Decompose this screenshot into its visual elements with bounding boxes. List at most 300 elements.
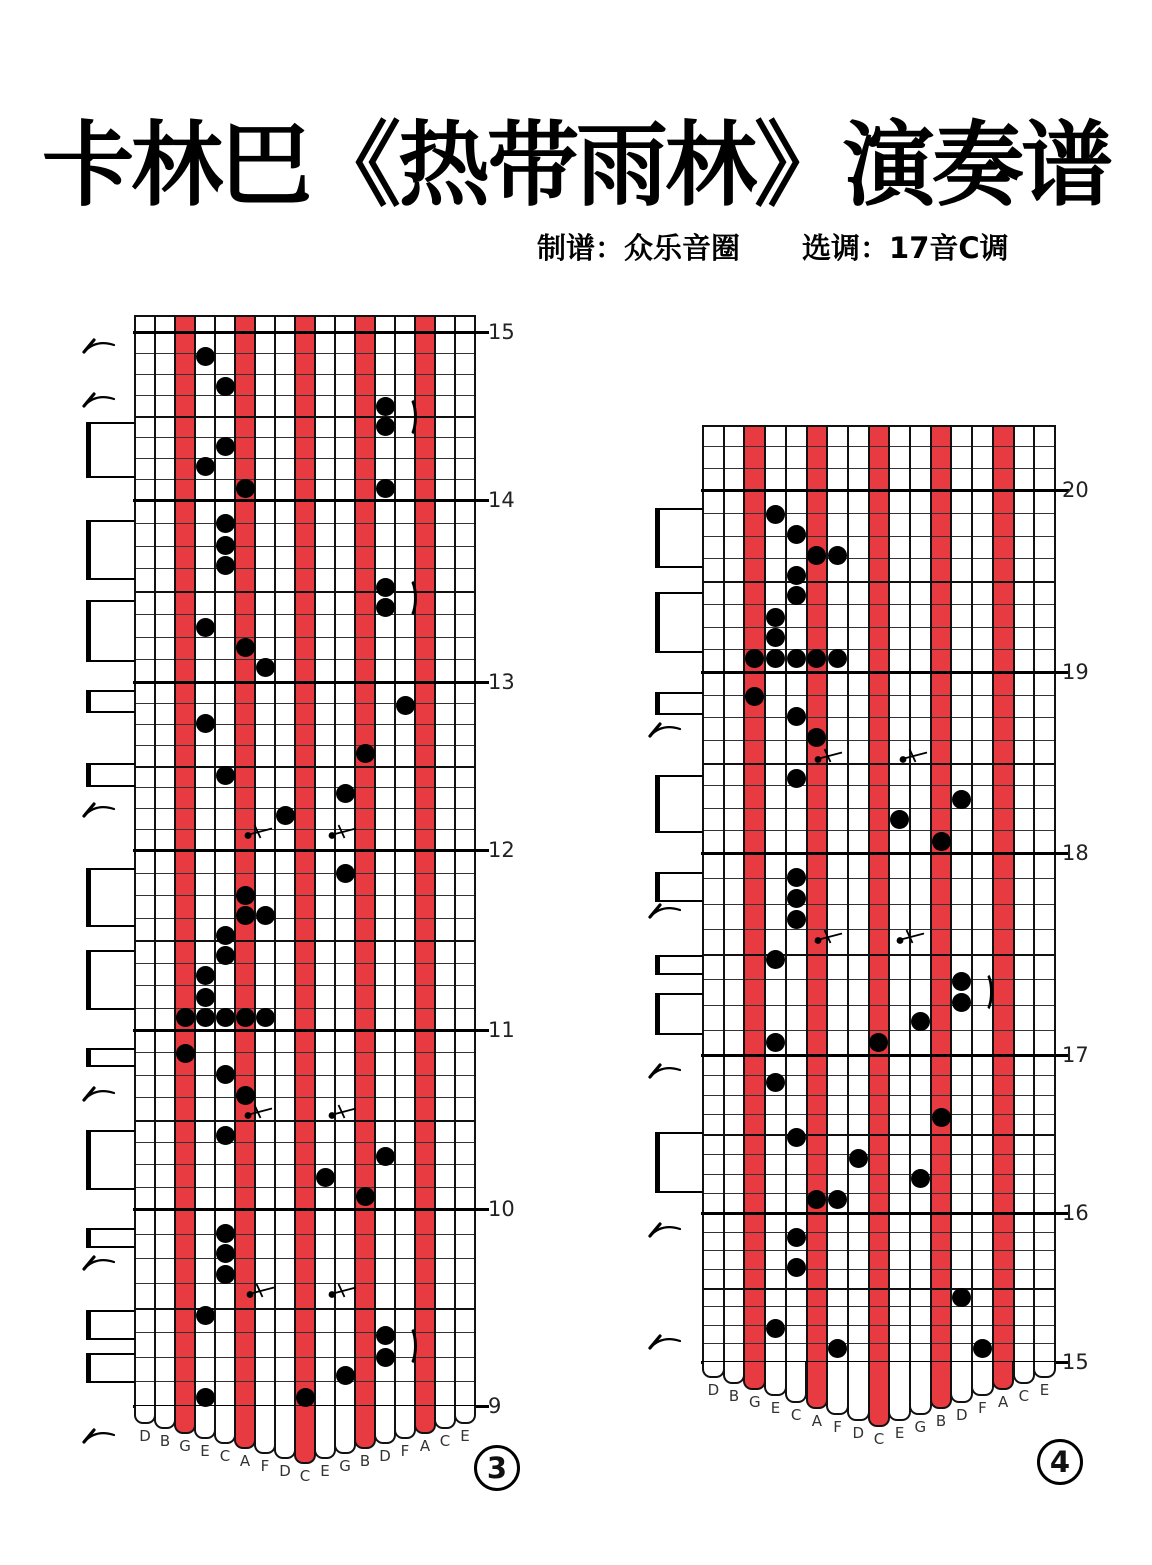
tine-label: F	[400, 1442, 410, 1460]
subdivision-line	[703, 1154, 1055, 1155]
beam-stem	[86, 1246, 135, 1248]
beam-stem	[86, 1065, 135, 1067]
tine-label: G	[339, 1457, 351, 1475]
note-dot	[196, 347, 215, 366]
note-dot	[807, 1190, 826, 1209]
subdivision-line	[135, 1332, 475, 1333]
tie-mark	[400, 577, 417, 619]
tine-bar	[134, 1406, 156, 1424]
tine-label: B	[935, 1412, 947, 1430]
beam-stem	[655, 566, 703, 568]
tine-label: E	[320, 1462, 330, 1480]
measure-line	[133, 849, 489, 852]
measure-line	[133, 331, 489, 334]
tine-bar	[971, 1362, 994, 1396]
subdivision-line	[703, 954, 1055, 956]
measure-line	[133, 499, 489, 502]
subdivision-line	[135, 479, 475, 480]
subdivision-line	[703, 1193, 1055, 1194]
tine-label: F	[978, 1399, 987, 1417]
subdivision-line	[703, 740, 1055, 741]
beam-stem	[655, 831, 703, 833]
beam-stem	[86, 660, 135, 662]
grid-vertical-line	[971, 425, 973, 1362]
measure-number: 16	[1062, 1201, 1089, 1225]
measure-line	[133, 681, 489, 684]
subdivision-line	[135, 940, 475, 942]
subdivision-line	[135, 659, 475, 660]
red-column	[869, 425, 890, 1362]
note-dot	[787, 868, 806, 887]
note-dot	[216, 1126, 235, 1145]
tine-label: C	[299, 1467, 311, 1485]
tine-bar	[868, 1362, 891, 1427]
tine-bar	[702, 1362, 725, 1378]
measure-line	[701, 671, 1069, 674]
note-dot	[766, 649, 785, 668]
tine-label: E	[1039, 1381, 1050, 1399]
grid-vertical-line	[1054, 425, 1056, 1362]
note-dot	[336, 864, 355, 883]
tine-bar	[454, 1406, 476, 1424]
beam-stem	[86, 600, 135, 602]
grid-vertical-line	[868, 425, 870, 1362]
beam-stem	[655, 1033, 703, 1035]
note-dot	[911, 1012, 930, 1031]
tine-label: B	[359, 1452, 371, 1470]
note-dot	[216, 514, 235, 533]
measure-number: 19	[1062, 660, 1089, 684]
subdivision-line	[703, 581, 1055, 583]
note-dot	[196, 966, 215, 985]
note-dot	[296, 1388, 315, 1407]
tine-bar	[434, 1406, 456, 1429]
note-dot	[216, 946, 235, 965]
rhythm-flag-icon	[646, 1061, 682, 1081]
grid-vertical-line	[454, 315, 456, 1406]
subdivision-line	[703, 1232, 1055, 1233]
subdivision-line	[703, 1325, 1055, 1326]
note-dot	[256, 658, 275, 677]
note-dot	[766, 1073, 785, 1092]
beam-stem	[86, 1353, 135, 1355]
rhythm-beam	[655, 592, 660, 653]
beam-stem	[86, 1310, 135, 1312]
note-dot	[787, 649, 806, 668]
beam-stem	[655, 592, 703, 594]
beam-stem	[86, 476, 135, 478]
subdivision-line	[135, 591, 475, 593]
rhythm-beam	[655, 993, 660, 1035]
rhythm-beam	[86, 1353, 91, 1383]
note-dot	[869, 1033, 888, 1052]
grid-vertical-line	[434, 315, 436, 1406]
tine-bar	[950, 1362, 973, 1403]
subdivision-line	[135, 1381, 475, 1382]
beam-stem	[655, 872, 703, 874]
note-dot	[236, 479, 255, 498]
grid-vertical-line	[826, 425, 828, 1362]
tine-label: A	[239, 1452, 251, 1470]
subdivision-line	[703, 830, 1055, 831]
tine-bar	[274, 1406, 296, 1459]
tine-label: C	[1018, 1387, 1030, 1405]
note-dot	[256, 906, 275, 925]
subdivision-line	[135, 808, 475, 809]
beam-stem	[86, 950, 135, 952]
subdivision-line	[703, 446, 1055, 447]
note-dot	[216, 766, 235, 785]
tine-bar	[214, 1406, 236, 1444]
grid-vertical-line	[764, 425, 766, 1362]
beam-stem	[86, 785, 135, 787]
measure-number: 13	[488, 670, 515, 694]
subdivision-line	[135, 353, 475, 354]
beam-stem	[86, 1381, 135, 1383]
note-dot	[932, 1108, 951, 1127]
subdivision-line	[135, 873, 475, 874]
tine-label: F	[260, 1457, 270, 1475]
grid-vertical-line	[785, 425, 787, 1362]
subdivision-line	[703, 929, 1055, 930]
tine-label: G	[748, 1393, 761, 1411]
note-dot	[745, 687, 764, 706]
note-dot	[196, 714, 215, 733]
beam-stem	[86, 578, 135, 580]
tine-label: C	[439, 1432, 451, 1450]
rhythm-beam	[86, 1130, 91, 1190]
rhythm-beam	[86, 520, 91, 580]
note-dot	[356, 1187, 375, 1206]
tine-bar	[930, 1362, 953, 1409]
rhythm-beam	[655, 692, 660, 715]
credit-maker: 制谱：众乐音圈	[537, 231, 741, 265]
subdivision-line	[135, 614, 475, 615]
subdivision-line	[703, 1134, 1055, 1136]
note-dot	[849, 1149, 868, 1168]
note-dot	[236, 1086, 255, 1105]
note-dot	[890, 810, 909, 829]
subdivision-line	[135, 918, 475, 919]
tine-bar	[909, 1362, 932, 1415]
subdivision-line	[135, 1283, 475, 1284]
grid-vertical-line	[474, 315, 476, 1406]
rhythm-beam	[655, 1132, 660, 1193]
note-dot	[216, 1008, 235, 1027]
note-dot	[216, 926, 235, 945]
rhythm-beam	[655, 508, 660, 568]
subdivision-line	[135, 458, 475, 459]
tine-label: E	[894, 1424, 905, 1442]
note-dot	[973, 1339, 992, 1358]
tine-label: D	[379, 1447, 391, 1465]
rhythm-beam	[86, 690, 91, 713]
note-dot	[787, 889, 806, 908]
subdivision-line	[703, 1343, 1055, 1344]
note-dot	[236, 638, 255, 657]
tine-bar	[334, 1406, 356, 1454]
subdivision-line	[703, 979, 1055, 980]
red-column	[807, 425, 828, 1362]
note-dot	[787, 707, 806, 726]
page-number-badge-4: 4	[1037, 1439, 1083, 1485]
rhythm-flag-icon	[80, 800, 116, 820]
note-dot	[356, 744, 375, 763]
beam-stem	[86, 1048, 135, 1050]
rhythm-flag-icon	[646, 1220, 682, 1240]
tie-mark	[976, 971, 993, 1013]
rhythm-flag-icon	[80, 1253, 116, 1273]
note-dot	[766, 1033, 785, 1052]
note-dot	[828, 546, 847, 565]
beam-stem	[655, 1132, 703, 1134]
beam-stem	[86, 1338, 135, 1340]
tine-bar	[826, 1362, 849, 1415]
measure-number: 18	[1062, 841, 1089, 865]
beam-stem	[655, 973, 703, 975]
note-dot	[952, 972, 971, 991]
tine-bar	[992, 1362, 1015, 1390]
beam-stem	[86, 690, 135, 692]
tine-bar	[1033, 1362, 1056, 1378]
tine-label: E	[770, 1399, 781, 1417]
subdivision-line	[135, 637, 475, 638]
grace-note-icon	[327, 824, 359, 841]
subdivision-line	[703, 468, 1055, 469]
grid-vertical-line	[1013, 425, 1015, 1362]
grid-vertical-line	[234, 315, 236, 1406]
grid-vertical-line	[214, 315, 216, 1406]
note-dot	[828, 649, 847, 668]
tine-bar	[1013, 1362, 1036, 1384]
note-dot	[787, 525, 806, 544]
note-dot	[787, 1258, 806, 1277]
tine-bar	[847, 1362, 870, 1421]
grace-note-icon	[327, 1104, 359, 1121]
subdivision-line	[135, 437, 475, 438]
note-dot	[766, 505, 785, 524]
beam-stem	[86, 422, 135, 424]
tine-label: B	[159, 1432, 171, 1450]
beam-stem	[86, 868, 135, 870]
beam-stem	[86, 1130, 135, 1132]
measure-number: 20	[1062, 478, 1089, 502]
beam-stem	[655, 651, 703, 653]
note-dot	[316, 1168, 335, 1187]
subdivision-line	[703, 1250, 1055, 1251]
grid-vertical-line	[743, 425, 745, 1362]
credits-line	[537, 226, 1009, 267]
note-dot	[745, 649, 764, 668]
tine-bar	[294, 1406, 316, 1464]
note-dot	[196, 1008, 215, 1027]
beam-stem	[655, 775, 703, 777]
note-dot	[376, 417, 395, 436]
measure-number: 15	[1062, 1350, 1089, 1374]
note-dot	[196, 618, 215, 637]
grid-vertical-line	[154, 315, 156, 1406]
note-dot	[216, 1265, 235, 1284]
grid-vertical-line	[374, 315, 376, 1406]
grace-note-icon	[243, 824, 275, 841]
tine-bar	[314, 1406, 336, 1459]
tine-bar	[764, 1362, 787, 1396]
tine-label: G	[914, 1418, 927, 1436]
grid-vertical-line	[334, 315, 336, 1406]
tine-label: A	[998, 1393, 1009, 1411]
note-dot	[952, 993, 971, 1012]
grid-vertical-line	[394, 315, 396, 1406]
grid-vertical-line	[254, 315, 256, 1406]
subdivision-line	[703, 627, 1055, 628]
tine-bar	[374, 1406, 396, 1444]
beam-stem	[655, 508, 703, 510]
grace-note-icon	[813, 748, 845, 765]
subdivision-line	[703, 1005, 1055, 1006]
grid-vertical-line	[194, 315, 196, 1406]
subdivision-line	[135, 787, 475, 788]
note-dot	[828, 1190, 847, 1209]
measure-line	[701, 1212, 1069, 1215]
sheet-title: 卡林巴《热带雨林》演奏谱	[41, 112, 1110, 219]
subdivision-line	[135, 1357, 475, 1358]
note-dot	[336, 784, 355, 803]
note-dot	[787, 769, 806, 788]
tine-bar	[414, 1406, 436, 1434]
note-dot	[766, 1319, 785, 1338]
subdivision-line	[135, 985, 475, 986]
note-dot	[828, 1339, 847, 1358]
beam-stem	[655, 713, 703, 715]
beam-stem	[86, 1008, 135, 1010]
subdivision-line	[703, 558, 1055, 559]
subdivision-line	[135, 1308, 475, 1310]
beam-stem	[655, 1191, 703, 1193]
subdivision-line	[135, 963, 475, 964]
tine-bar	[806, 1362, 829, 1409]
grid-vertical-line	[950, 425, 952, 1362]
note-dot	[807, 728, 826, 747]
note-dot	[216, 437, 235, 456]
rhythm-flag-icon	[80, 1426, 116, 1446]
subdivision-line	[703, 1114, 1055, 1115]
tine-bar	[234, 1406, 256, 1449]
grid-vertical-line	[354, 315, 356, 1406]
note-dot	[932, 832, 951, 851]
subdivision-line	[703, 1095, 1055, 1096]
rhythm-flag-icon	[80, 1084, 116, 1104]
note-dot	[276, 806, 295, 825]
note-dot	[766, 628, 785, 647]
tie-mark	[400, 396, 417, 438]
note-dot	[396, 696, 415, 715]
subdivision-line	[135, 523, 475, 524]
subdivision-line	[135, 745, 475, 746]
subdivision-line	[135, 703, 475, 704]
rhythm-flag-icon	[646, 901, 682, 921]
note-dot	[256, 1008, 275, 1027]
subdivision-line	[703, 878, 1055, 879]
measure-line	[133, 1208, 489, 1211]
rhythm-beam	[655, 955, 660, 975]
beam-stem	[655, 993, 703, 995]
grid-vertical-line	[1033, 425, 1035, 1362]
grid-top-line	[703, 425, 1055, 427]
note-dot	[216, 1065, 235, 1084]
beam-stem	[86, 1188, 135, 1190]
rhythm-beam	[655, 872, 660, 902]
tine-label: F	[833, 1418, 842, 1436]
beam-stem	[86, 520, 135, 522]
subdivision-line	[703, 1288, 1055, 1290]
note-dot	[216, 556, 235, 575]
tine-label: B	[728, 1387, 740, 1405]
rhythm-beam	[86, 950, 91, 1010]
grid-vertical-line	[723, 425, 725, 1362]
grid-top-line	[135, 315, 475, 317]
grid-vertical-line	[806, 425, 808, 1362]
subdivision-line	[703, 1075, 1055, 1076]
measure-number: 11	[488, 1018, 515, 1042]
beam-stem	[86, 763, 135, 765]
grace-note-icon	[898, 748, 930, 765]
note-dot	[216, 1244, 235, 1263]
rhythm-flag-icon	[80, 390, 116, 410]
subdivision-line	[135, 1258, 475, 1259]
subdivision-line	[135, 1187, 475, 1188]
subdivision-line	[135, 895, 475, 896]
tine-label: D	[279, 1462, 291, 1480]
tine-bar	[723, 1362, 746, 1384]
tine-bar	[194, 1406, 216, 1439]
subdivision-line	[703, 1306, 1055, 1307]
rhythm-beam	[86, 763, 91, 787]
note-dot	[236, 1008, 255, 1027]
subdivision-line	[703, 1030, 1055, 1031]
subdivision-line	[135, 395, 475, 396]
tine-bar	[154, 1406, 176, 1429]
grid-vertical-line	[134, 315, 136, 1406]
note-dot	[787, 566, 806, 585]
rhythm-flag-icon	[646, 1332, 682, 1352]
subdivision-line	[703, 717, 1055, 718]
rhythm-beam	[655, 775, 660, 833]
note-dot	[216, 1224, 235, 1243]
subdivision-line	[703, 763, 1055, 765]
subdivision-line	[703, 808, 1055, 809]
subdivision-line	[135, 1097, 475, 1098]
subdivision-line	[135, 766, 475, 768]
grid-vertical-line	[174, 315, 176, 1406]
beam-stem	[86, 1228, 135, 1230]
rhythm-flag-icon	[80, 336, 116, 356]
subdivision-line	[703, 785, 1055, 786]
red-column	[931, 425, 952, 1362]
note-dot	[376, 1326, 395, 1345]
grace-note-icon	[895, 929, 927, 946]
rhythm-beam	[86, 868, 91, 927]
note-dot	[787, 910, 806, 929]
subdivision-line	[135, 374, 475, 375]
note-dot	[336, 1366, 355, 1385]
measure-number: 12	[488, 838, 515, 862]
note-dot	[196, 1306, 215, 1325]
note-dot	[911, 1169, 930, 1188]
tine-label: E	[200, 1442, 210, 1460]
subdivision-line	[135, 1075, 475, 1076]
note-dot	[216, 377, 235, 396]
measure-number: 17	[1062, 1043, 1089, 1067]
